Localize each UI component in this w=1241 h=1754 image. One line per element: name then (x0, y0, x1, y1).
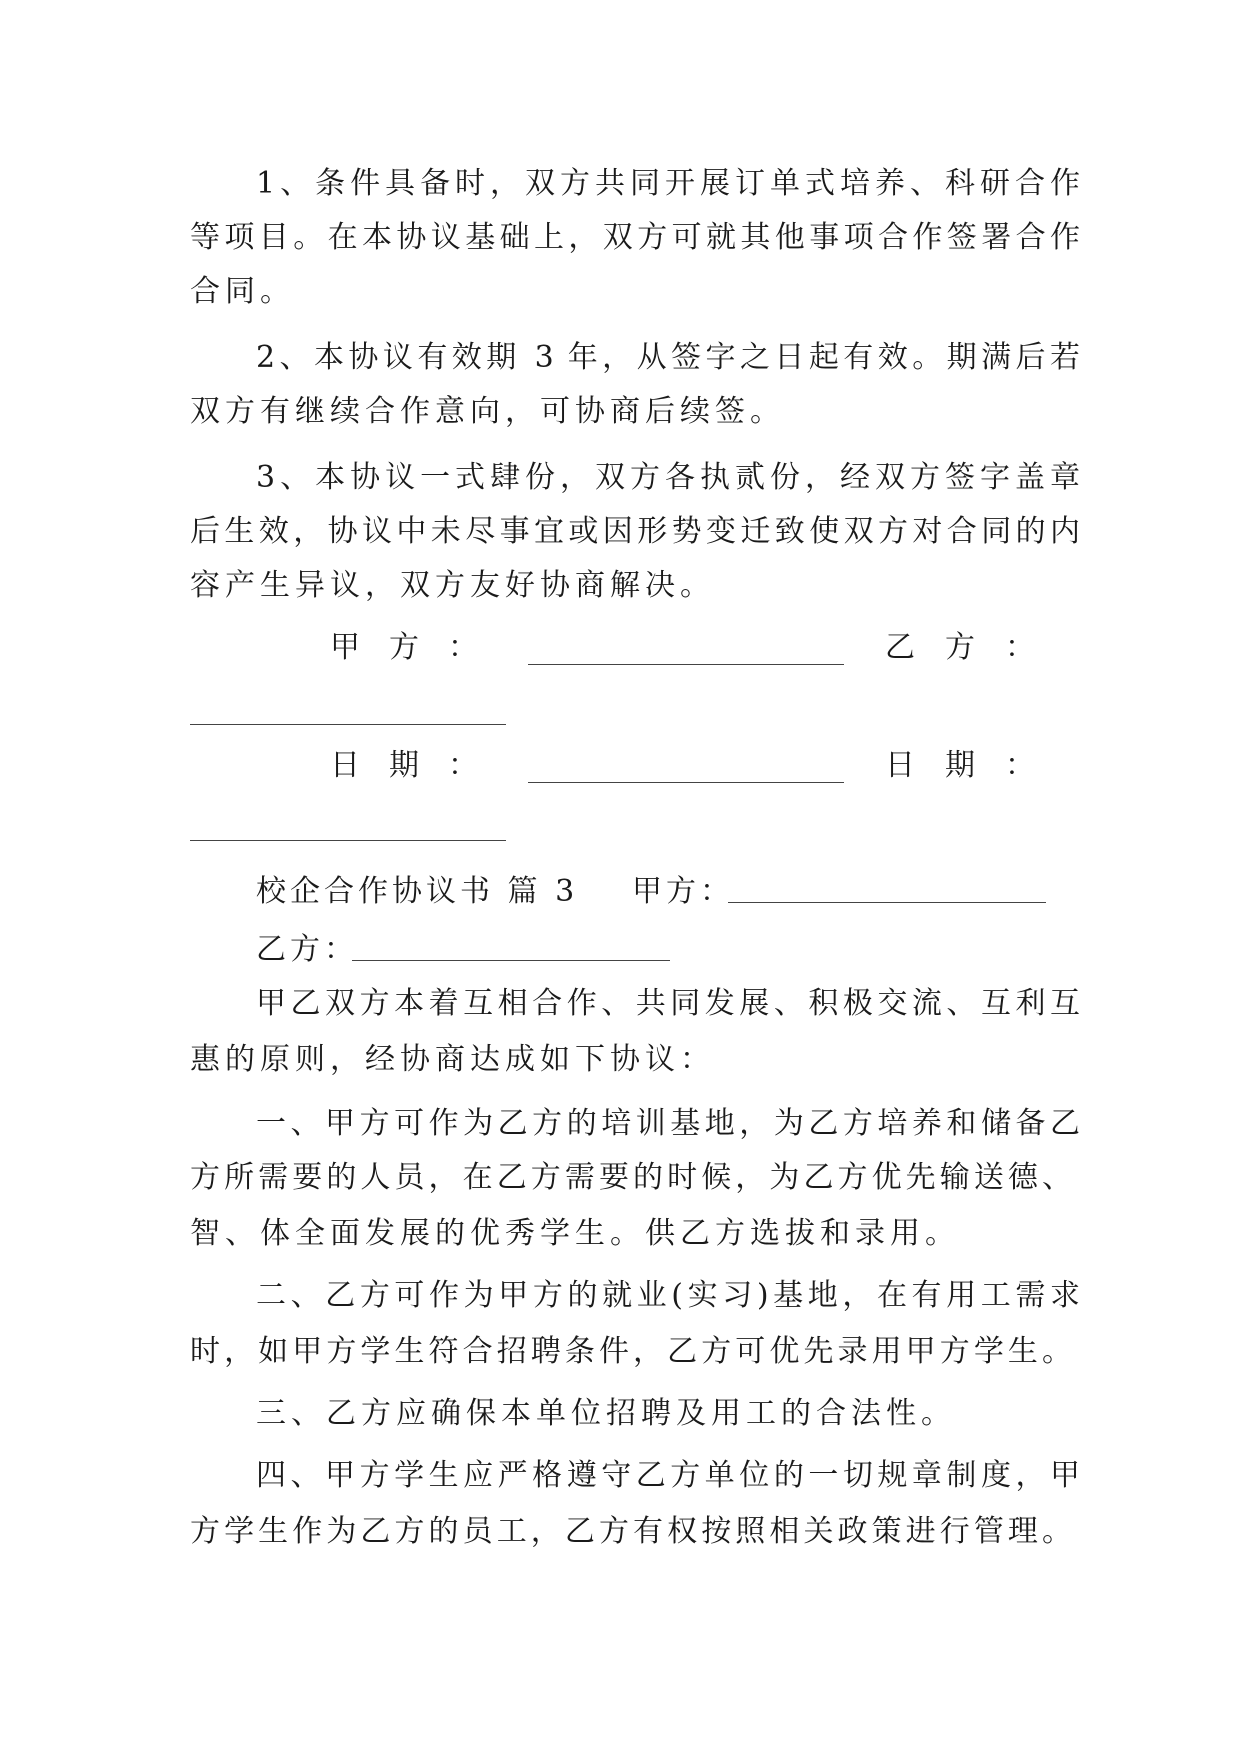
clause-1-line-2: 等项目。在本协议基础上，双方可就其他事项合作签署合作 (190, 220, 1080, 255)
intro-line-1: 甲乙双方本着互相合作、共同发展、积极交流、互利互 (256, 986, 1080, 1021)
date-b-label: 日 期 ： (885, 748, 1035, 783)
clause-2-line-1: 2、本协议有效期 3 年，从签字之日起有效。期满后若 (256, 340, 1080, 375)
clause-3-line-2: 后生效，协议中未尽事宜或因形势变迁致使双方对合同的内 (190, 514, 1080, 549)
clause-3-line-1: 3、本协议一式肆份，双方各执贰份，经双方签字盖章 (256, 460, 1080, 495)
section-3-party-b-blank (352, 960, 670, 961)
section-3-party-a-label: 甲方： (632, 874, 734, 909)
article-4-line-2: 方学生作为乙方的员工，乙方有权按照相关政策进行管理。 (190, 1514, 1072, 1549)
article-1-line-3: 智、体全面发展的优秀学生。供乙方选拔和录用。 (190, 1216, 960, 1251)
section-3-title: 校企合作协议书 篇 3 (256, 874, 579, 909)
article-2-line-2: 时，如甲方学生符合招聘条件，乙方可优先录用甲方学生。 (190, 1334, 1072, 1369)
clause-2-line-2: 双方有继续合作意向，可协商后续签。 (190, 394, 785, 429)
article-3-line-1: 三、乙方应确保本单位招聘及用工的合法性。 (256, 1396, 956, 1431)
party-b-label: 乙 方 ： (885, 630, 1035, 665)
clause-1-line-3: 合同。 (190, 274, 295, 309)
section-3-party-b-label: 乙方： (256, 932, 358, 967)
article-2-line-1: 二、乙方可作为甲方的就业(实习)基地，在有用工需求 (256, 1278, 1080, 1313)
article-4-line-1: 四、甲方学生应严格遵守乙方单位的一切规章制度，甲 (256, 1458, 1080, 1493)
party-a-label: 甲 方 ： (330, 630, 478, 665)
article-1-line-1: 一、甲方可作为乙方的培训基地，为乙方培养和储备乙 (256, 1106, 1080, 1141)
clause-3-line-3: 容产生异议，双方友好协商解决。 (190, 568, 715, 603)
date-b-blank (190, 840, 506, 841)
article-1-line-2: 方所需要的人员，在乙方需要的时候，为乙方优先输送德、 (190, 1160, 1072, 1195)
date-a-label: 日 期 ： (330, 748, 478, 783)
date-a-blank (528, 782, 844, 783)
section-3-party-a-blank (728, 902, 1046, 903)
party-b-blank (190, 724, 506, 725)
clause-1-line-1: 1、条件具备时，双方共同开展订单式培养、科研合作 (256, 166, 1080, 201)
party-a-blank (528, 664, 844, 665)
intro-line-2: 惠的原则，经协商达成如下协议： (190, 1042, 715, 1077)
